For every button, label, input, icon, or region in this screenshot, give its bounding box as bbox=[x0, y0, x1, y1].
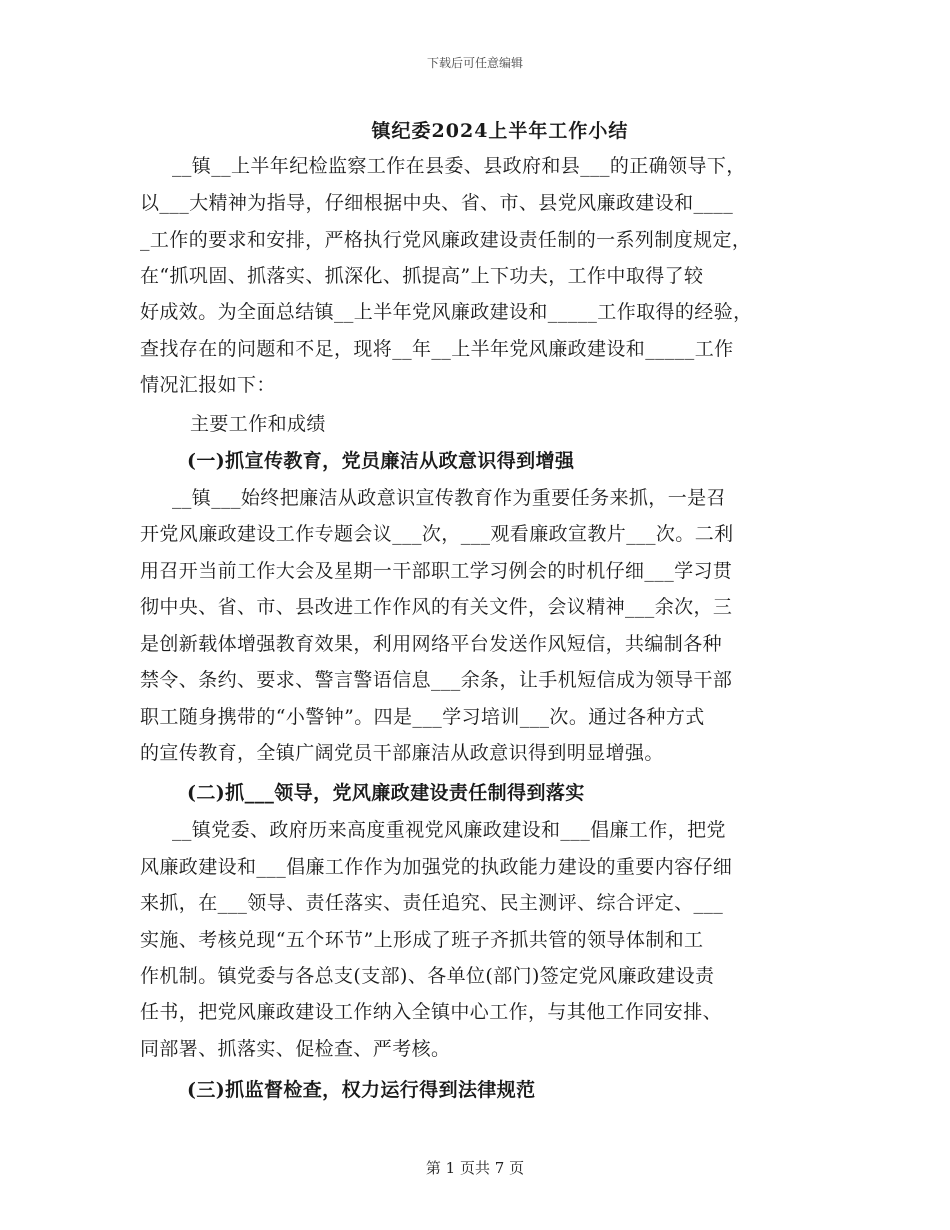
section-label: 主要工作和成绩 bbox=[190, 413, 326, 435]
paragraph-line: 风廉政建设和___倡廉工作作为加强党的执政能力建设的重要内容仔细 bbox=[140, 856, 733, 878]
paragraph-line: 在“抓巩固、抓落实、抓深化、抓提高”上下功夫，工作中取得了较 bbox=[140, 265, 704, 287]
paragraph-line: _工作的要求和安排，严格执行党风廉政建设责任制的一系列制度规定， bbox=[140, 229, 752, 251]
section-heading: (一)抓宣传教育，党员廉洁从政意识得到增强 bbox=[187, 450, 575, 472]
paragraph-line: 任书，把党风廉政建设工作纳入全镇中心工作，与其他工作同安排、 bbox=[140, 1001, 723, 1023]
paragraph-line: 查找存在的问题和不足，现将__年__上半年党风廉政建设和_____工作 bbox=[140, 338, 734, 360]
paragraph-line: 好成效。为全面总结镇__上半年党风廉政建设和_____工作取得的经验， bbox=[140, 301, 753, 323]
paragraph-line: 作机制。镇党委与各总支(支部)、各单位(部门)签定党风廉政建设责 bbox=[140, 965, 715, 987]
paragraph-line: 禁令、条约、要求、警言警语信息___余条，让手机短信成为领导干部 bbox=[140, 669, 733, 691]
paragraph-line: __镇___始终把廉洁从政意识宣传教育作为重要任务来抓，一是召 bbox=[172, 487, 726, 509]
header-note: 下载后可任意编辑 bbox=[426, 56, 523, 70]
section-heading: (三)抓监督检查，权力运行得到法律规范 bbox=[187, 1079, 536, 1101]
section-heading: (二)抓___领导，党风廉政建设责任制得到落实 bbox=[187, 782, 585, 804]
paragraph-line: 来抓，在___领导、责任落实、责任追究、民主测评、综合评定、___ bbox=[140, 892, 724, 914]
paragraph-line: 情况汇报如下： bbox=[140, 374, 276, 396]
paragraph-line: 开党风廉政建设工作专题会议___次，___观看廉政宣教片___次。二利 bbox=[140, 523, 734, 545]
paragraph-line: 用召开当前工作大会及星期一干部职工学习例会的时机仔细___学习贯 bbox=[140, 560, 733, 582]
paragraph-line: 职工随身携带的“小警钟”。四是___学习培训___次。通过各种方式 bbox=[140, 706, 705, 728]
paragraph-line: __镇__上半年纪检监察工作在县委、县政府和县___的正确领导下， bbox=[172, 155, 746, 177]
paragraph-line: 彻中央、省、市、县改进工作作风的有关文件，会议精神___余次，三 bbox=[140, 596, 733, 618]
document-title: 镇纪委2024上半年工作小结 bbox=[371, 120, 629, 142]
paragraph-line: 以___大精神为指导，仔细根据中央、省、市、县党风廉政建设和____ bbox=[140, 192, 734, 214]
paragraph-line: 的宣传教育，全镇广阔党员干部廉洁从政意识得到明显增强。 bbox=[140, 742, 664, 764]
page-footer: 第 1 页共 7 页 bbox=[425, 1159, 525, 1177]
paragraph-line: __镇党委、政府历来高度重视党风廉政建设和___倡廉工作，把党 bbox=[172, 819, 726, 841]
paragraph-line: 同部署、抓落实、促检查、严考核。 bbox=[140, 1038, 451, 1060]
paragraph-line: 实施、考核兑现“五个环节”上形成了班子齐抓共管的领导体制和工 bbox=[140, 929, 704, 951]
paragraph-line: 是创新载体增强教育效果，利用网络平台发送作风短信，共编制各种 bbox=[140, 633, 723, 655]
